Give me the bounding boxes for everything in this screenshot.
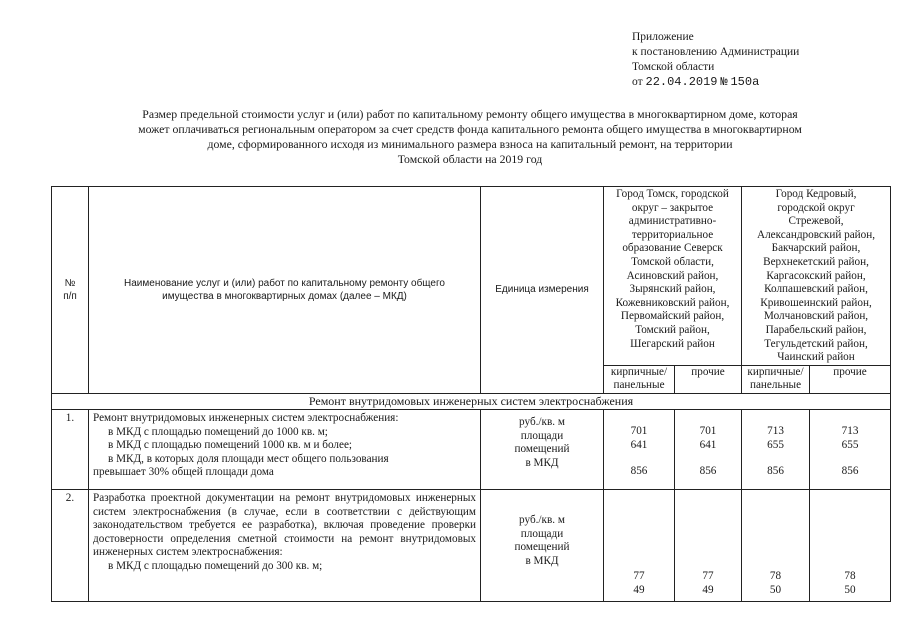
title-line-2: может оплачиваться региональным оператором за счет средств фонда капитального ремонта общего имущества в многоквартирном (138, 122, 802, 136)
group2-line: Молчановский район, (763, 310, 869, 323)
row-description (89, 489, 481, 601)
header-group-2 (742, 187, 891, 366)
document-date: 22.04.2019 (645, 75, 718, 89)
document-title (60, 107, 880, 167)
unit-line: площади (520, 429, 564, 442)
value: 50 (769, 583, 782, 596)
group2-line: Александровский район, (757, 228, 876, 241)
value-cell (604, 489, 675, 601)
group1-line: образование Северск (622, 242, 723, 255)
group1-line: Шегарский район (630, 337, 715, 350)
appendix-line-2: к постановлению Администрации (632, 46, 800, 58)
header-num-line2: п/п (63, 290, 77, 302)
group1-line: Асиновский район, (626, 269, 719, 282)
group1-line: округ – закрытое (631, 201, 714, 214)
value: 50 (844, 583, 856, 596)
unit-line: руб./кв. м (519, 415, 565, 428)
table-header-row (52, 187, 891, 366)
unit-line: руб./кв. м (519, 513, 565, 526)
section-row (52, 393, 891, 409)
value-cell (810, 409, 891, 489)
value: 856 (841, 465, 859, 478)
row-unit (481, 409, 604, 489)
value-cell (742, 409, 810, 489)
value: 856 (699, 465, 717, 478)
group1-line: Томской области, (631, 255, 714, 268)
title-line-3: доме, сформированного исходя из минимального размера взноса на капитальный ремонт, на территории (207, 137, 733, 151)
value: 78 (769, 569, 782, 582)
group1-line: Кожевниковский район, (615, 296, 730, 309)
value-cell (604, 409, 675, 489)
value: 49 (633, 583, 645, 596)
group2-line: Колпашевский район, (764, 283, 868, 296)
group2-line: Чаинский район (777, 351, 855, 364)
value: 655 (767, 438, 784, 451)
value: 856 (630, 465, 648, 478)
group1-line: Зырянский район, (629, 283, 716, 296)
row-heading: Ремонт внутридомовых инженерных систем электроснабжения: (93, 411, 399, 424)
value: 713 (767, 424, 784, 437)
unit-line: в МКД (525, 456, 559, 469)
group2-line: городской округ (777, 201, 855, 214)
brick-line1: кирпичные/ (747, 365, 804, 378)
subheader-brick-2 (742, 365, 810, 393)
value-cell (810, 489, 891, 601)
group1-line: Первомайский район, (620, 310, 725, 323)
value: 713 (841, 424, 859, 437)
group2-line: Стрежевой, (788, 215, 844, 228)
value: 641 (699, 438, 717, 451)
unit-line: помещений (514, 443, 570, 456)
group2-line: Парабельский район, (765, 323, 867, 336)
unit-line: помещений (514, 541, 570, 554)
appendix-date-line (632, 75, 799, 90)
value: 655 (841, 438, 859, 451)
date-prefix: от (632, 76, 643, 88)
brick-line2: панельные (613, 379, 665, 392)
value-cell (742, 489, 810, 601)
brick-line2: панельные (749, 379, 802, 392)
group2-line: Тегульдетский район, (764, 337, 868, 350)
value: 701 (630, 424, 648, 437)
row-sub-item: в МКД с площадью помещений 1000 кв. м и более; (108, 439, 353, 452)
group1-line: административно- (628, 215, 717, 228)
row-sub-item: в МКД с площадью помещений до 300 кв. м; (108, 559, 323, 572)
group2-line: Город Кедровый, (775, 188, 857, 200)
row-number: 2. (52, 489, 89, 601)
header-group-1 (604, 187, 742, 366)
document-number: 150а (730, 75, 760, 89)
cost-table (51, 186, 891, 602)
header-unit: Единица измерения (481, 187, 604, 394)
row-description (89, 409, 481, 489)
appendix-block (632, 30, 799, 90)
value: 77 (702, 569, 714, 582)
title-line-1: Размер предельной стоимости услуг и (или) работ по капитальному ремонту общего имущества в многоквартирном доме, которая (142, 107, 798, 121)
table-row (52, 409, 891, 489)
group2-line: Верхнекетский район, (763, 255, 869, 268)
value: 641 (630, 438, 648, 451)
header-service-name: Наименование услуг и (или) работ по капитальному ремонту общего имущества в многоквартирных домах (далее – МКД) (89, 187, 481, 394)
appendix-line-1: Приложение (632, 31, 694, 43)
value: 856 (767, 465, 784, 478)
subheader-brick-1 (604, 365, 675, 393)
subheader-other-1: прочие (675, 365, 742, 393)
group2-line: Каргасокский район, (766, 269, 866, 282)
row-unit (481, 489, 604, 601)
group1-line: Город Томск, городской (616, 188, 729, 200)
subheader-other-2: прочие (810, 365, 891, 393)
value: 77 (633, 569, 645, 582)
group2-line: Бакчарский район, (771, 242, 861, 255)
value-cell (675, 409, 742, 489)
group1-line: территориальное (631, 228, 714, 241)
table-row (52, 489, 891, 601)
value-cell (675, 489, 742, 601)
brick-line1: кирпичные/ (610, 365, 668, 378)
row-sub-item-cont: превышает 30% общей площади дома (93, 466, 274, 479)
unit-line: площади (520, 527, 564, 540)
value: 78 (844, 569, 856, 582)
unit-line: в МКД (525, 554, 559, 567)
row-number: 1. (52, 409, 89, 489)
value: 701 (699, 424, 717, 437)
row-sub-item: в МКД с площадью помещений до 1000 кв. м; (108, 425, 328, 438)
group2-line: Кривошеинский район, (760, 296, 872, 309)
number-prefix: № (720, 75, 728, 89)
title-line-4: Томской области на 2019 год (397, 152, 543, 166)
group1-line: Томский район, (635, 323, 710, 336)
row-sub-item: в МКД, в которых доля площади мест общего пользования (108, 452, 389, 465)
appendix-line-3: Томской области (632, 61, 715, 73)
header-num (52, 187, 89, 394)
value: 49 (702, 583, 714, 596)
row-heading: Разработка проектной документации на ремонт внутридомовых инженерных систем электроснабжения (в случае, если в соответствии с действующим законодательством требуется ее разработка), включая проведение проверки достоверности определения сметной стоимости на ремонт внутридомовых инженерных систем электроснабжения: (93, 491, 476, 559)
header-num-line1: № (64, 277, 76, 289)
section-title: Ремонт внутридомовых инженерных систем электроснабжения (52, 393, 891, 409)
